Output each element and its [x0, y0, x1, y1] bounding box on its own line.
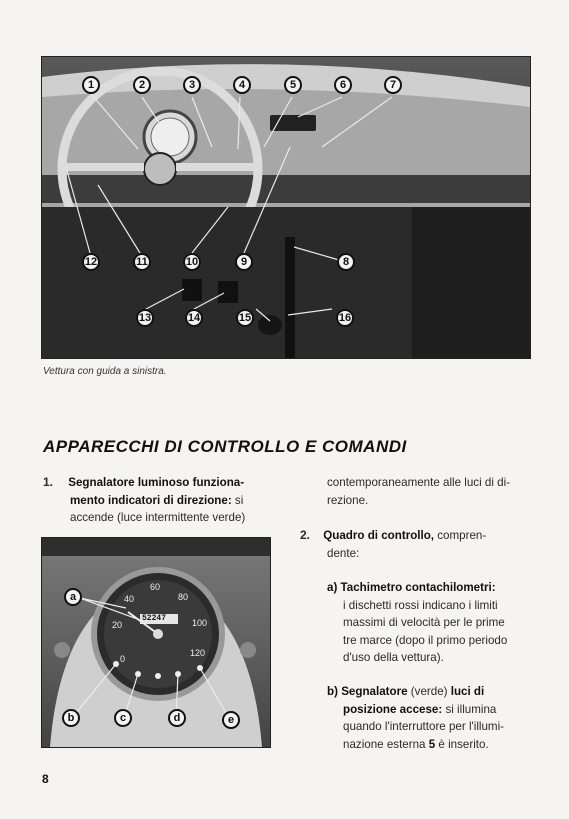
callout-1: 1 [82, 76, 100, 94]
item-1-cont-line2: rezione. [327, 493, 369, 507]
sub-item-a-line2: massimi di velocità per le prime [343, 616, 505, 629]
item-1-cont-line1: contemporaneamente alle luci di di- [327, 476, 511, 489]
item-2-number: 2. [300, 528, 311, 542]
section-heading: APPARECCHI DI CONTROLLO E COMANDI [43, 437, 407, 456]
sub-item-b-line2-tail: si illumina [442, 702, 497, 716]
callout-d: d [168, 709, 186, 727]
sub-item-b-title2: luci di [450, 685, 485, 698]
item-1-continuation [327, 474, 537, 509]
callout-3: 3 [183, 76, 201, 94]
gauge-tick-60: 60 [150, 582, 161, 592]
callout-8: 8 [337, 253, 355, 271]
item-1-line3: accende (luce intermittente verde) [70, 511, 246, 524]
dashboard-photo [41, 56, 531, 359]
item-2-tail: compren- [434, 529, 487, 542]
item-2-title: Quadro di controllo, [323, 529, 435, 542]
callout-15: 15 [236, 309, 254, 327]
sub-item-a-label: a) [327, 581, 338, 594]
page-number: 8 [42, 772, 49, 786]
callout-10: 10 [183, 253, 201, 271]
sub-item-b-title1: Segnalatore [341, 685, 408, 698]
gauge-tick-20: 20 [112, 620, 123, 630]
sub-item-a [327, 579, 542, 667]
callout-14: 14 [185, 309, 203, 327]
callout-2: 2 [133, 76, 151, 94]
callout-11: 11 [133, 253, 151, 271]
sub-item-b-line4-pre: nazione esterna [343, 737, 429, 751]
callout-6: 6 [334, 76, 352, 94]
callout-e: e [222, 711, 240, 729]
callout-4: 4 [233, 76, 251, 94]
sub-item-b-normal1: (verde) [407, 685, 451, 698]
sub-item-b-line3: quando l'interruttore per l'illumi- [343, 720, 505, 733]
callout-c: c [114, 709, 132, 727]
gauge-tick-0: 0 [120, 654, 126, 664]
item-1-title-line1: Segnalatore luminoso funziona- [68, 476, 245, 489]
odometer-readout: 52247 [142, 614, 167, 623]
gauge-tick-120: 120 [190, 648, 206, 658]
sub-item-b [327, 683, 542, 753]
callout-5: 5 [284, 76, 302, 94]
sub-item-a-line1: i dischetti rossi indicano i limiti [343, 598, 498, 612]
sub-item-a-line4: d'uso della vettura). [343, 651, 444, 664]
item-1-line2-tail: si [231, 493, 244, 507]
callout-12: 12 [82, 253, 100, 271]
item-1-number: 1. [43, 475, 54, 489]
sub-item-b-label: b) [327, 685, 338, 698]
callout-7: 7 [384, 76, 402, 94]
callout-13: 13 [136, 309, 154, 327]
sub-item-a-title: Tachimetro contachilometri: [340, 581, 496, 594]
sub-item-b-line4-bold: 5 [428, 737, 436, 751]
dashboard-illustration [42, 57, 530, 358]
top-figure-caption: Vettura con guida a sinistra. [43, 366, 167, 377]
sub-item-b-line2-bold: posizione accese: [343, 702, 443, 716]
sub-item-a-line3: tre marce (dopo il primo periodo [343, 633, 508, 647]
callout-a: a [64, 588, 82, 606]
sub-item-b-line4-post: è inserito. [435, 737, 489, 751]
item-1 [43, 474, 268, 527]
item-2 [300, 527, 540, 562]
speedometer-photo [41, 537, 271, 748]
callout-16: 16 [336, 309, 354, 327]
item-1-title-line2: mento indicatori di direzione: [70, 493, 232, 507]
gauge-tick-100: 100 [192, 618, 208, 628]
gauge-tick-40: 40 [124, 594, 135, 604]
callout-b: b [62, 709, 80, 727]
item-2-line2: dente: [327, 546, 360, 560]
gauge-tick-80: 80 [178, 592, 189, 602]
callout-9: 9 [235, 253, 253, 271]
